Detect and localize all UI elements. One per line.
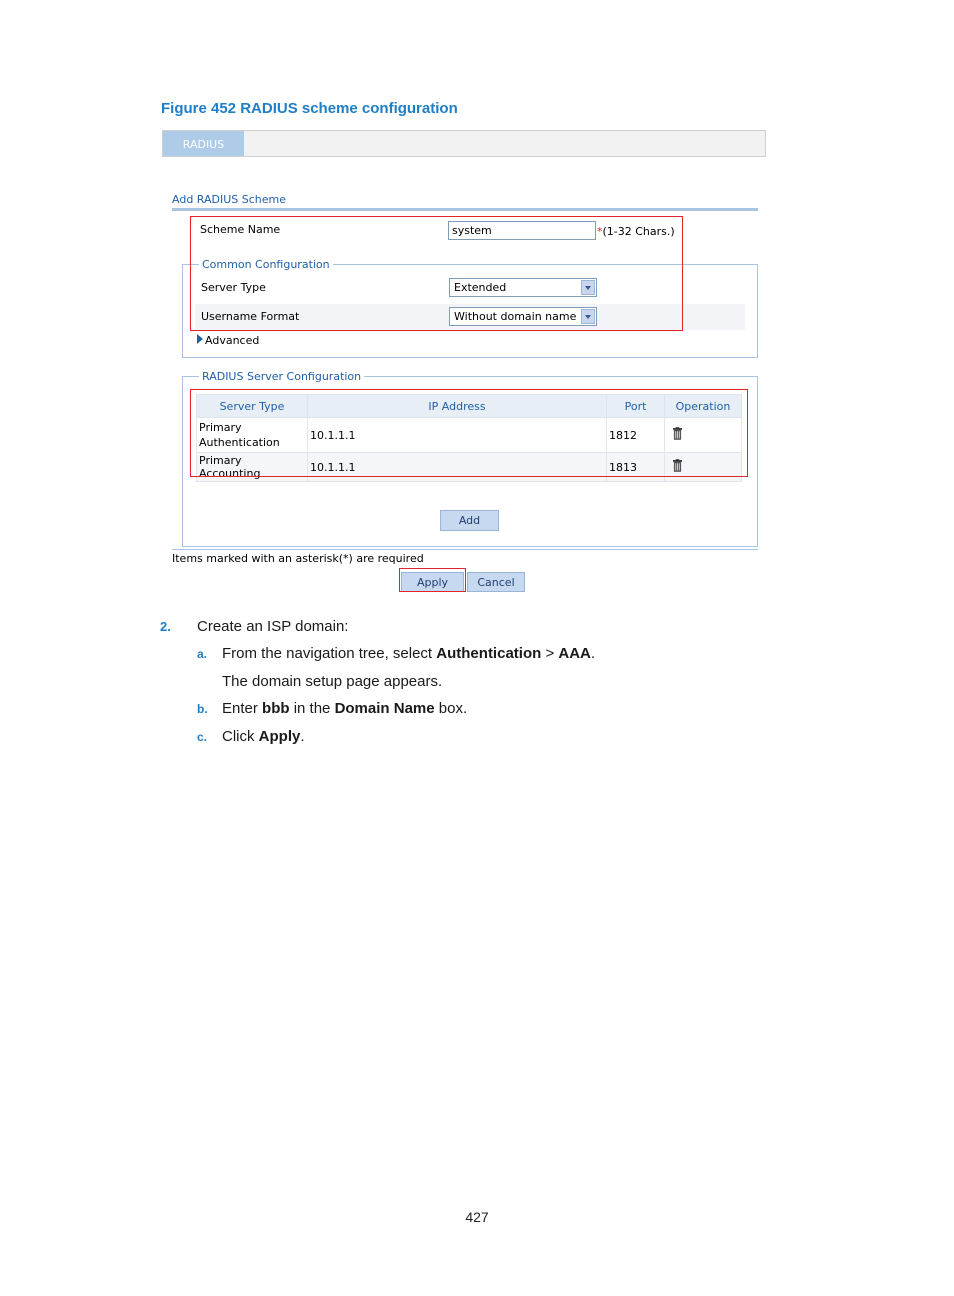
step-2 [160,618,348,635]
tab-radius[interactable]: RADIUS [163,131,244,156]
form-bottom-divider [172,549,758,550]
page-number: 427 [465,1209,489,1225]
tab-bar [162,130,766,157]
username-format-label: Username Format [201,310,300,323]
server-type-cell: Primary Accounting [197,453,308,482]
ip-address-cell: 10.1.1.1 [308,418,607,453]
step-b-bbb: bbb [262,700,290,717]
server-type-cell: Primary Authentication [199,421,280,449]
step-c-period: . [300,728,305,745]
step-a-aaa: AAA [558,645,591,662]
server-type-label: Server Type [201,281,266,294]
server-type-value: Extended [454,281,507,294]
scheme-name-label: Scheme Name [200,223,281,236]
common-configuration-legend: Common Configuration [199,258,333,271]
port-cell: 1813 [607,453,665,482]
step-a-authentication: Authentication [436,645,542,662]
figure-title: Figure 452 RADIUS scheme configuration [161,100,458,117]
username-format-value: Without domain name [454,310,577,323]
column-header-server-type: Server Type [197,395,308,418]
required-asterisk: * [597,225,603,238]
apply-button[interactable]: Apply [401,572,464,592]
column-header-port: Port [607,395,665,418]
step-b-letter: b. [197,702,208,716]
server-configuration-legend: RADIUS Server Configuration [199,370,364,383]
step-a-result: The domain setup page appears. [222,673,443,690]
scheme-name-hint: (1-32 Chars.) [602,225,675,238]
highlight-box-scheme [190,216,683,331]
step-b-text-3: box. [434,700,468,717]
cancel-button[interactable]: Cancel [467,572,525,592]
step-b-text: Enter [222,700,263,717]
required-note: Items marked with an asterisk(*) are required [172,552,424,565]
step-a [197,645,595,662]
expand-arrow-icon[interactable] [197,334,203,344]
step-c-text: Click [222,728,259,745]
step-a-period: . [590,645,596,662]
step-c-apply: Apply [258,728,301,745]
step-a-text: From the navigation tree, select [222,645,437,662]
section-divider [172,208,758,211]
step-a-separator: > [541,645,559,662]
section-title: Add RADIUS Scheme [172,193,287,206]
advanced-link[interactable]: Advanced [205,334,260,347]
ip-address-cell: 10.1.1.1 [308,453,607,482]
add-button[interactable]: Add [440,510,499,531]
step-c-letter: c. [197,730,208,744]
scheme-name-input[interactable]: system [448,221,596,240]
highlight-box-servers [190,389,748,477]
step-b [197,700,467,717]
step-c [197,728,305,745]
port-cell: 1812 [607,418,665,453]
column-header-ip-address: IP Address [308,395,607,418]
step-2-text: Create an ISP domain: [197,618,349,635]
highlight-box-apply [399,568,466,592]
step-b-text-2: in the [289,700,335,717]
column-header-operation: Operation [665,395,742,418]
step-2-number: 2. [160,619,171,634]
step-a-letter: a. [197,647,208,661]
step-b-domain-name: Domain Name [334,700,435,717]
